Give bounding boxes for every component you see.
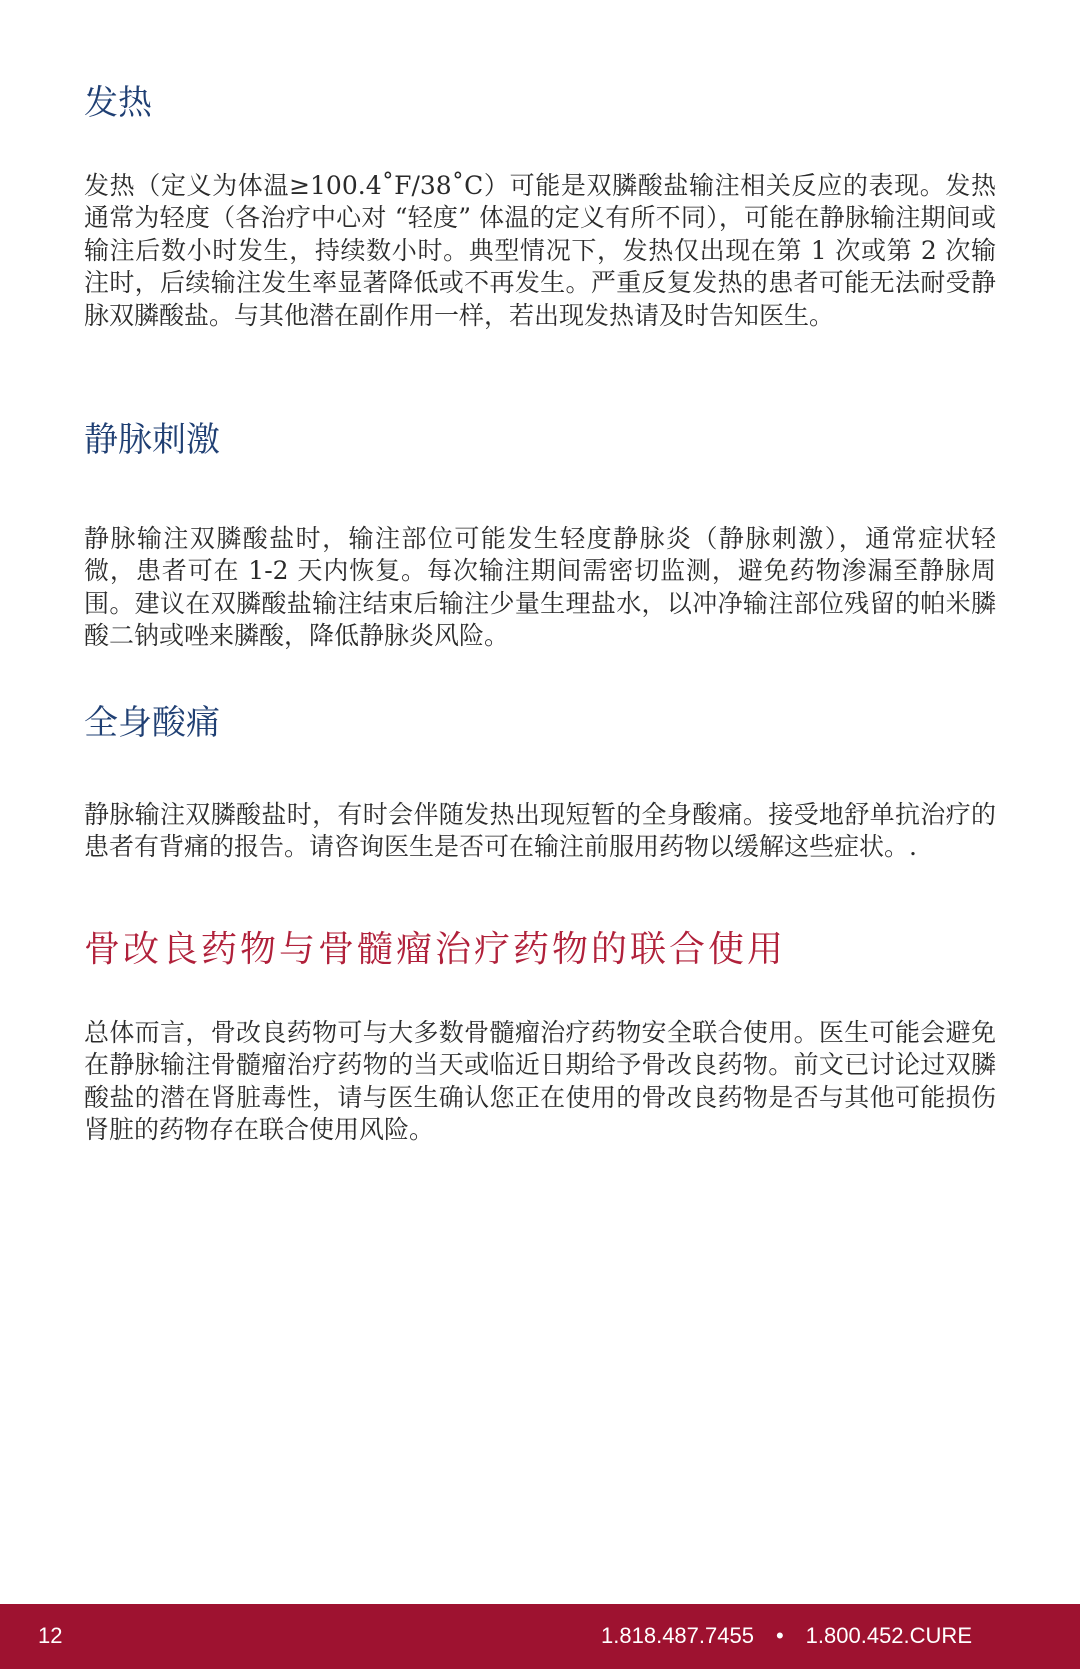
section-body-combined-use: 总体而言，骨改良药物可与大多数骨髓瘤治疗药物安全联合使用。医生可能会避免在静脉输注骨髓瘤治疗药物的当天或临近日期给予骨改良药物。前文已讨论过双膦酸盐的潜在肾脏毒性，请与医生确认您正在使用的骨改良药物是否与其他可能损伤肾脏的药物存在联合使用风险。: [84, 1018, 996, 1145]
section-heading-fever: 发热: [84, 83, 152, 123]
section-heading-combined-use: 骨改良药物与骨髓瘤治疗药物的联合使用: [84, 929, 787, 970]
phone-number-1: 1.818.487.7455: [601, 1623, 754, 1648]
section-heading-vein-irritation: 静脉刺激: [84, 420, 220, 460]
section-body-vein-irritation: 静脉输注双膦酸盐时，输注部位可能发生轻度静脉炎（静脉刺激），通常症状轻微，患者可在 1-2 天内恢复。每次输注期间需密切监测，避免药物渗漏至静脉周围。建议在双膦酸盐输注结束后输注少量生理盐水，以冲净输注部位残留的帕米膦酸二钠或唑来膦酸，降低静脉炎风险。: [84, 524, 996, 651]
bullet-separator: •: [775, 1623, 784, 1648]
section-body-body-aches: 静脉输注双膦酸盐时，有时会伴随发热出现短暂的全身酸痛。接受地舒单抗治疗的患者有背痛的报告。请咨询医生是否可在输注前服用药物以缓解这些症状。.: [84, 800, 996, 862]
page-number: 12: [38, 1623, 63, 1648]
section-heading-body-aches: 全身酸痛: [84, 703, 220, 743]
phone-number-2: 1.800.452.CURE: [805, 1623, 972, 1648]
section-body-fever: 发热（定义为体温≥100.4˚F/38˚C）可能是双膦酸盐输注相关反应的表现。发热通常为轻度（各治疗中心对 “轻度” 体温的定义有所不同），可能在静脉输注期间或输注后数小时发生，持续数小时。典型情况下，发热仅出现在第 1 次或第 2 次输注时，后续输注发生率显著降低或不再发生。严重反复发热的患者可能无法耐受静脉双膦酸盐。与其他潜在副作用一样，若出现发热请及时告知医生。: [84, 171, 996, 330]
footer-contact: [601, 1623, 972, 1649]
page-footer: [0, 1604, 1080, 1669]
